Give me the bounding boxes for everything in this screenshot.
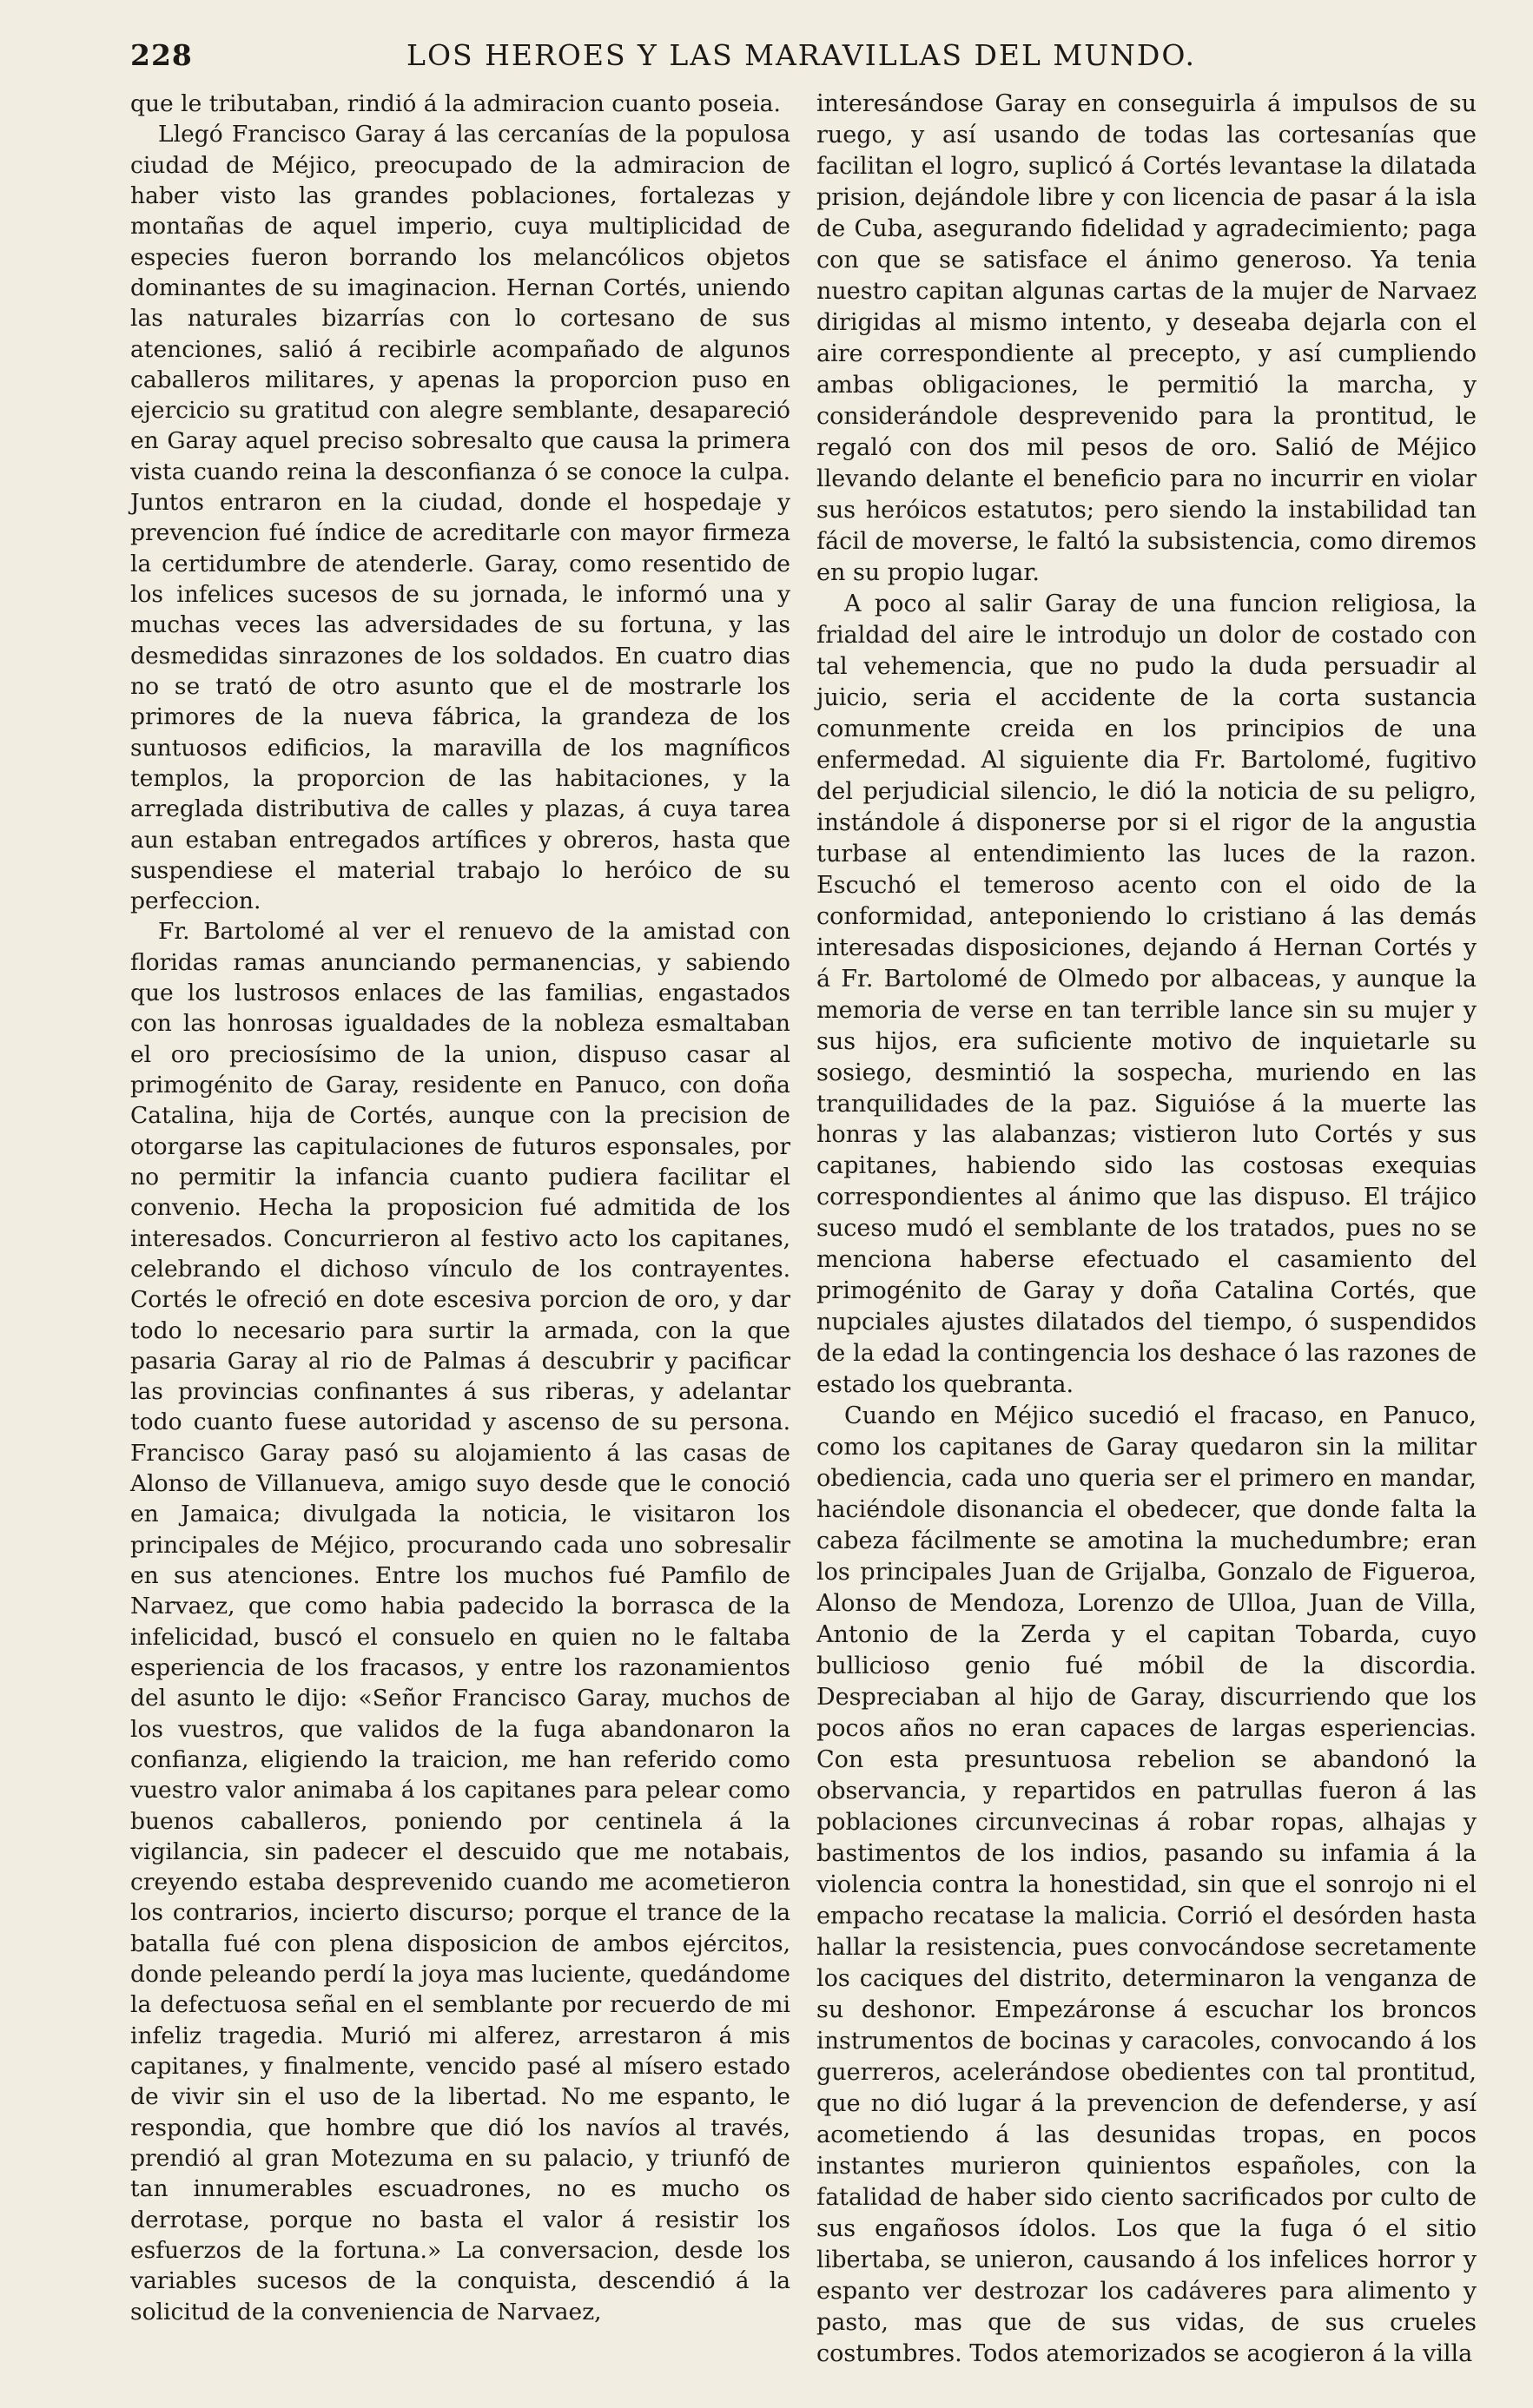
page-header bbox=[130, 38, 1472, 82]
paragraph: que le tributaban, rindió á la admiracion cuanto poseia. bbox=[130, 90, 781, 117]
paragraph: Fr. Bartolomé al ver el renuevo de la amistad con floridas ramas anunciando permanencias, y sabiendo que los lustrosos enlaces de las familias, engastados con las honrosas igualdades de la nobleza esmaltaban el oro preciosísimo de la union, dispuso casar al primogénito de Garay, residente en Panuco, con doña Catalina, hija de Cortés, aunque con la precision de otorgarse las capitulaciones de futuros esponsales, por no permitir la infancia cuanto pudiera facilitar el convenio. Hecha la proposicion fué admitida de los interesados. Concurrieron al festivo acto los capitanes, celebrando el dichoso vínculo de los contrayentes. Cortés le ofreció en dote escesiva porcion de oro, y dar todo lo necesario para surtir la armada, con la que pasaria Garay al rio de Palmas á descubrir y pacificar las provincias confinantes á sus riberas, y adelantar todo cuanto fuese autoridad y ascenso de su persona. Francisco Garay pasó su alojamiento á las casas de Alonso de Villanueva, amigo suyo desde que le conoció en Jamaica; divulgada la noticia, le visitaron los principales de Méjico, procurando cada uno sobresalir en sus atenciones. Entre los muchos fué Pamfilo de Narvaez, que como habia padecido la borrasca de la infelicidad, buscó el consuelo en quien no le faltaba esperiencia de los fracasos, y entre los razonamientos del asunto le dijo: «Señor Francisco Garay, muchos de los vuestros, que validos de la fuga abandonaron la confianza, eligiendo la traicion, me han referido como vuestro valor animaba á los capitanes para pelear como buenos caballeros, poniendo por centinela á la vigilancia, sin padecer el descuido que me notabais, creyendo estaba desprevenido cuando me acometieron los contrarios, incierto discurso; porque el trance de la batalla fué con plena disposicion de ambos ejércitos, donde peleando perdí la joya mas luciente, quedándome la defectuosa señal en el semblante por recuerdo de mi infeliz tragedia. Murió mi alferez, arrestaron á mis capitanes, y finalmente, vencido pasé al mísero estado de vivir sin el uso de la libertad. No me espanto, le respondia, que hombre que dió los navíos al través, prendió al gran Motezuma en su palacio, y triunfó de tan innumerables escuadrones, no es mucho os derrotase, porque no basta el valor á resistir los esfuerzos de la fortuna.» La conversacion, desde los variables sucesos de la conquista, descendió á la solicitud de la conveniencia de Narvaez, bbox=[130, 918, 790, 2326]
paragraph: Cuando en Méjico sucedió el fracaso, en Panuco, como los capitanes de Garay quedaron sin la militar obediencia, cada uno queria ser el primero en mandar, haciéndole disonancia el obedecer, que donde falta la cabeza fácilmente se amotina la muchedumbre; eran los principales Juan de Grijalba, Gonzalo de Figueroa, Alonso de Mendoza, Lorenzo de Ulloa, Juan de Villa, Antonio de la Zerda y el capitan Tobarda, cuyo bullicioso genio fué móbil de la discordia. Despreciaban al hijo de Garay, discurriendo que los pocos años no eran capaces de largas esperiencias. Con esta presuntuosa rebelion se abandonó la observancia, y repartidos en patrullas fueron á las poblaciones circunvecinas á robar ropas, alhajas y bastimentos de los indios, pasando su infamia á la violencia contra la honestidad, sin que el sonrojo ni el empacho recatase la malicia. Corrió el desórden hasta hallar la resistencia, pues convocándose secretamente los caciques del distrito, determinaron la venganza de su deshonor. Empezáronse á escuchar los broncos instrumentos de bocinas y caracoles, convocando á los guerreros, acelerándose obedientes con tal prontitud, que no dió lugar á la prevencion de defenderse, y así acometiendo á las desunidas tropas, en pocos instantes murieron quinientos españoles, con la fatalidad de haber sido ciento sacrificados por culto de sus engañosos ídolos. Los que la fuga ó el sitio libertaba, se unieron, causando á los infelices horror y espanto ver destrozar los cadáveres para alimento y pasto, mas que de sus vidas, de sus crueles costumbres. Todos atemorizados se acogieron á la villa bbox=[816, 1402, 1477, 2367]
paragraph: Llegó Francisco Garay á las cercanías de la populosa ciudad de Méjico, preocupado de la admiracion de haber visto las grandes poblaciones, fortalezas y montañas de aquel imperio, cuya multiplicidad de especies fueron borrando los melancólicos objetos dominantes de su imaginacion. Hernan Cortés, uniendo las naturales bizarrías con lo cortesano de sus atenciones, salió á recibirle acompañado de algunos caballeros militares, y apenas la proporcion puso en ejercicio su gratitud con alegre semblante, desapareció en Garay aquel preciso sobresalto que causa la primera vista cuando reina la desconfianza ó se conoce la culpa. Juntos entraron en la ciudad, donde el hospedaje y prevencion fué índice de acreditarle con mayor firmeza la certidumbre de atenderle. Garay, como resentido de los infelices sucesos de su jornada, le informó una y muchas veces las adversidades de su fortuna, y las desmedidas sinrazones de los soldados. En cuatro dias no se trató de otro asunto que el de mostrarle los primores de la nueva fábrica, la grandeza de los suntuosos edificios, la maravilla de los magníficos templos, la proporcion de las habitaciones, y la arreglada distributiva de calles y plazas, á cuya tarea aun estaban entregados artífices y obreros, hasta que suspendiese el material trabajo lo heróico de su perfeccion. bbox=[130, 121, 790, 915]
paragraph: interesándose Garay en conseguirla á impulsos de su ruego, y así usando de todas las cortesanías que facilitan el logro, suplicó á Cortés levantase la dilatada prision, dejándole libre y con licencia de pasar á la isla de Cuba, asegurando fidelidad y agradecimiento; paga con que se satisface el ánimo generoso. Ya tenia nuestro capitan algunas cartas de la mujer de Narvaez dirigidas al mismo intento, y deseaba dejarla con el aire correspondiente al precepto, y así cumpliendo ambas obligaciones, le permitió la marcha, y considerándole desprevenido para la prontitud, le regaló con dos mil pesos de oro. Salió de Méjico llevando delante el beneficio para no incurrir en violar sus heróicos estatutos; pero siendo la instabilidad tan fácil de moverse, le faltó la subsistencia, como diremos en su propio lugar. bbox=[816, 90, 1477, 586]
running-title: LOS HEROES Y LAS MARAVILLAS DEL MUNDO. bbox=[406, 38, 1196, 72]
page-number: 228 bbox=[130, 38, 193, 72]
right-column bbox=[816, 89, 1477, 2370]
paragraph: A poco al salir Garay de una funcion religiosa, la frialdad del aire le introdujo un dolor de costado con tal vehemencia, que no pudo la duda persuadir al juicio, seria el accidente de la corta sustancia comunmente creida en los principios de una enfermedad. Al siguiente dia Fr. Bartolomé, fugitivo del perjudicial silencio, le dió la noticia de su peligro, instándole á disponerse por si el rigor de la angustia turbase al entendimiento las luces de la razon. Escuchó el temeroso acento con el oido de la conformidad, anteponiendo lo cristiano á las demás interesadas disposiciones, dejando á Hernan Cortés y á Fr. Bartolomé de Olmedo por albaceas, y aunque la memoria de verse en tan terrible lance sin su mujer y sus hijos, era suficiente motivo de inquietarle su sosiego, desmintió la sospecha, muriendo en las tranquilidades de la paz. Siguióse á la muerte las honras y las alabanzas; vistieron luto Cortés y sus capitanes, habiendo sido las costosas exequias correspondientes al ánimo que las dispuso. El trájico suceso mudó el semblante de los tratados, pues no se menciona haberse efectuado el casamiento del primogénito de Garay y doña Catalina Cortés, que nupciales ajustes dilatados del tiempo, ó suspendidos de la edad la contingencia los deshace ó las razones de estado los quebranta. bbox=[816, 590, 1477, 1399]
left-column bbox=[130, 89, 790, 2327]
